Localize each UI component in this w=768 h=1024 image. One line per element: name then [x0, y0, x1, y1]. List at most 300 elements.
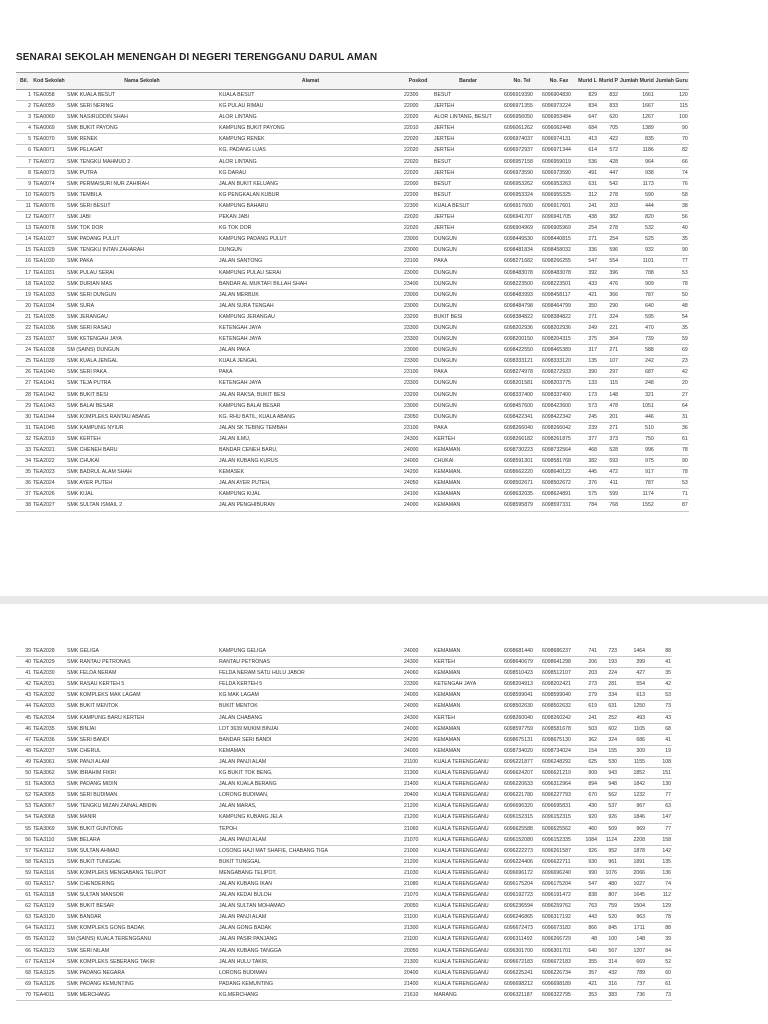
- column-header: No. Fax: [541, 73, 577, 90]
- table-cell: DUNGUN: [433, 300, 503, 311]
- table-cell: 18: [16, 278, 32, 289]
- table-cell: KG. RHU BATIL, KUALA ABANG: [218, 411, 403, 422]
- table-cell: 54: [16, 812, 32, 823]
- table-cell: 536: [577, 156, 598, 167]
- table-row: [16, 867, 672, 878]
- table-cell: KUALA TERENGGANU: [433, 923, 503, 934]
- table-cell: 70: [655, 134, 689, 145]
- table-cell: 66: [655, 156, 689, 167]
- table-cell: JALAN KUBANG IKAN: [218, 878, 403, 889]
- table-cell: 6098481834: [503, 245, 541, 256]
- table-cell: KAMPUNG PADANG PULUT: [218, 234, 403, 245]
- table-cell: 37: [16, 489, 32, 500]
- table-cell: TEA2037: [32, 745, 66, 756]
- table-cell: 40: [655, 223, 689, 234]
- table-cell: BESUT: [433, 90, 503, 101]
- table-cell: 938: [619, 167, 655, 178]
- table-cell: SMK KUALA BESUT: [66, 90, 218, 101]
- table-cell: 120: [655, 90, 689, 101]
- table-cell: TEA2029: [32, 657, 66, 668]
- table-cell: 39: [646, 934, 672, 945]
- table-cell: 44: [16, 701, 32, 712]
- table-cell: 6096957158: [503, 156, 541, 167]
- table-cell: 6096246865: [503, 912, 541, 923]
- table-cell: SMK TENGKU INTAN ZAHARAH: [66, 245, 218, 256]
- table-cell: KERTEH: [433, 657, 503, 668]
- table-cell: 532: [619, 223, 655, 234]
- table-cell: 112: [646, 890, 672, 901]
- table-cell: JALAN CHABANG: [218, 712, 403, 723]
- table-cell: TEA3068: [32, 812, 66, 823]
- table-cell: 6098333121: [503, 356, 541, 367]
- table-cell: 154: [577, 745, 598, 756]
- table-cell: FELDA KERTEH 5: [218, 679, 403, 690]
- table-cell: 48: [577, 934, 598, 945]
- table-cell: 750: [619, 433, 655, 444]
- table-cell: KG BUKIT TOK BENG,: [218, 768, 403, 779]
- table-cell: SMK SERI BESUT: [66, 200, 218, 211]
- table-cell: KUALA TERENGGANU: [433, 967, 503, 978]
- table-cell: TEA3061: [32, 756, 66, 767]
- table-cell: TEA3069: [32, 823, 66, 834]
- table-cell: SMK PULAU SERAI: [66, 267, 218, 278]
- table-row: [16, 845, 672, 856]
- table-row: [16, 223, 689, 234]
- table-cell: 2208: [618, 834, 646, 845]
- table-cell: 23300: [403, 356, 433, 367]
- table-cell: 30: [16, 411, 32, 422]
- table-row: [16, 378, 689, 389]
- table-cell: 6098502671: [503, 478, 541, 489]
- table-row: [16, 945, 672, 956]
- table-row: [16, 400, 689, 411]
- table-cell: 22020: [403, 212, 433, 223]
- table-cell: 619: [577, 701, 598, 712]
- table-cell: 6098266255: [541, 256, 577, 267]
- table-cell: 321: [619, 389, 655, 400]
- table-cell: SMK TOK DOR: [66, 223, 218, 234]
- table-cell: TEA1027: [32, 234, 66, 245]
- table-cell: 687: [619, 367, 655, 378]
- table-cell: JERTEH: [433, 212, 503, 223]
- table-cell: TEA3067: [32, 801, 66, 812]
- table-cell: 6098204315: [541, 334, 577, 345]
- table-cell: 375: [577, 334, 598, 345]
- table-cell: 763: [577, 901, 598, 912]
- table-cell: 24200: [403, 734, 433, 745]
- table-cell: 290: [598, 300, 619, 311]
- table-cell: PAKA: [433, 422, 503, 433]
- table-cell: SM (SAINS) KUALA TERENGGANU: [66, 934, 218, 945]
- table-cell: 1173: [619, 178, 655, 189]
- table-cell: 22300: [403, 200, 433, 211]
- table-cell: SMK PADANG MIDIN: [66, 779, 218, 790]
- table-row: [16, 901, 672, 912]
- table-cell: 23300: [403, 334, 433, 345]
- table-cell: TEPOH: [218, 823, 403, 834]
- table-cell: 1267: [619, 112, 655, 123]
- table-cell: 241: [577, 200, 598, 211]
- table-cell: TEA1031: [32, 267, 66, 278]
- table-cell: 59: [16, 867, 32, 878]
- table-cell: 6096061262: [503, 123, 541, 134]
- table-cell: KUALA TERENGGANU: [433, 856, 503, 867]
- table-cell: 6098512107: [541, 668, 577, 679]
- schools-table-page-1: [16, 72, 689, 512]
- table-cell: 640: [577, 945, 598, 956]
- table-cell: 55: [16, 823, 32, 834]
- table-cell: 357: [577, 967, 598, 978]
- table-cell: KUALA TERENGGANU: [433, 779, 503, 790]
- table-cell: 24050: [403, 478, 433, 489]
- table-cell: 27: [16, 378, 32, 389]
- table-cell: 6096622711: [541, 856, 577, 867]
- table-cell: 20: [655, 378, 689, 389]
- table-cell: 49: [16, 756, 32, 767]
- table-row: [16, 178, 689, 189]
- table-cell: TEA0075: [32, 189, 66, 200]
- table-cell: 51: [16, 779, 32, 790]
- table-cell: 6098223500: [503, 278, 541, 289]
- table-cell: SMK NASIRUDDIN SHAH: [66, 112, 218, 123]
- table-cell: 737: [618, 978, 646, 989]
- table-cell: 355: [577, 956, 598, 967]
- table-cell: TEA3115: [32, 856, 66, 867]
- table-cell: 6098266040: [503, 422, 541, 433]
- table-cell: 6096673182: [541, 923, 577, 934]
- table-row: [16, 422, 689, 433]
- table-cell: 24100: [403, 489, 433, 500]
- table-cell: TEA0078: [32, 223, 66, 234]
- table-cell: PAKA: [433, 256, 503, 267]
- table-cell: 1661: [619, 90, 655, 101]
- table-cell: KETENGAH JAYA: [433, 679, 503, 690]
- table-cell: TEA3125: [32, 967, 66, 978]
- table-cell: 838: [577, 890, 598, 901]
- table-cell: BANDAR AL MUKTAFI BILLAH SHAH: [218, 278, 403, 289]
- table-cell: 6098449530: [503, 234, 541, 245]
- table-cell: RANTAU PETRONAS: [218, 657, 403, 668]
- table-cell: 34: [16, 456, 32, 467]
- table-cell: 969: [618, 823, 646, 834]
- table-cell: TEA3110: [32, 834, 66, 845]
- table-cell: 705: [598, 123, 619, 134]
- table-row: [16, 245, 689, 256]
- table-cell: TEA2021: [32, 445, 66, 456]
- table-cell: 23400: [403, 278, 433, 289]
- table-cell: 593: [598, 456, 619, 467]
- table-row: [16, 145, 689, 156]
- table-cell: 135: [577, 356, 598, 367]
- table-cell: TEA2032: [32, 690, 66, 701]
- table-cell: 6096317192: [541, 912, 577, 923]
- table-cell: 108: [646, 756, 672, 767]
- table-cell: 595: [619, 311, 655, 322]
- table-cell: 6096672473: [503, 923, 541, 934]
- table-cell: 6098203775: [541, 378, 577, 389]
- column-header: Jumlah Murid: [619, 73, 655, 90]
- table-cell: 6098483078: [503, 267, 541, 278]
- table-cell: 41: [646, 657, 672, 668]
- table-cell: 433: [577, 278, 598, 289]
- table-cell: SMK TEMBILA: [66, 189, 218, 200]
- table-cell: TEA0072: [32, 156, 66, 167]
- table-cell: 833: [598, 101, 619, 112]
- table-cell: SMK PELAGAT: [66, 145, 218, 156]
- table-row: [16, 978, 672, 989]
- table-cell: 21070: [403, 834, 433, 845]
- table-cell: 24300: [403, 712, 433, 723]
- column-header: Kod Sekolah: [32, 73, 66, 90]
- table-cell: 21300: [403, 923, 433, 934]
- table-cell: 312: [577, 189, 598, 200]
- table-cell: 41: [16, 668, 32, 679]
- table-cell: SMK IBRAHIM FIKRI: [66, 768, 218, 779]
- table-cell: TEA3121: [32, 923, 66, 934]
- table-row: [16, 923, 672, 934]
- table-cell: 82: [655, 145, 689, 156]
- table-cell: 909: [619, 278, 655, 289]
- table-cell: 24300: [403, 433, 433, 444]
- table-cell: 6098734024: [541, 745, 577, 756]
- table-cell: 21400: [403, 779, 433, 790]
- table-cell: PAKA: [218, 367, 403, 378]
- table-cell: 6096905969: [541, 223, 577, 234]
- table-header-row: [16, 73, 689, 90]
- table-cell: 53: [16, 801, 32, 812]
- table-cell: 42: [646, 679, 672, 690]
- table-cell: 21200: [403, 801, 433, 812]
- table-row: [16, 411, 689, 422]
- table-cell: 316: [598, 978, 618, 989]
- table-cell: 21100: [403, 934, 433, 945]
- table-cell: 1711: [618, 923, 646, 934]
- table-cell: KERTEH: [433, 433, 503, 444]
- table-cell: 476: [598, 278, 619, 289]
- table-cell: 58: [655, 189, 689, 200]
- table-cell: SMK SULTAN MANSOR: [66, 890, 218, 901]
- table-cell: 6098260242: [541, 712, 577, 723]
- table-cell: TEA2022: [32, 456, 66, 467]
- table-cell: KAMPUNG BALAI BESAR: [218, 400, 403, 411]
- table-cell: TEA1043: [32, 400, 66, 411]
- table-cell: 478: [598, 400, 619, 411]
- table-cell: 562: [598, 790, 618, 801]
- table-row: [16, 200, 689, 211]
- table-cell: 6098686237: [541, 646, 577, 657]
- table-cell: 739: [619, 334, 655, 345]
- table-cell: TEA3126: [32, 978, 66, 989]
- table-cell: 684: [577, 123, 598, 134]
- table-cell: 399: [618, 657, 646, 668]
- table-row: [16, 701, 672, 712]
- table-cell: 470: [619, 322, 655, 333]
- table-cell: JALAN BUKIT KELUANG: [218, 178, 403, 189]
- table-cell: 894: [577, 779, 598, 790]
- table-cell: 20050: [403, 945, 433, 956]
- table-cell: JALAN KUBANG TANGGA: [218, 945, 403, 956]
- table-cell: 206: [577, 657, 598, 668]
- table-row: [16, 801, 672, 812]
- table-row: [16, 489, 689, 500]
- table-cell: SMK SERI NERING: [66, 101, 218, 112]
- table-cell: SMK SERI BANDI: [66, 734, 218, 745]
- table-cell: 46: [16, 723, 32, 734]
- table-cell: 60: [646, 967, 672, 978]
- table-cell: 23300: [403, 322, 433, 333]
- table-cell: JERTEH: [433, 123, 503, 134]
- table-cell: 909: [577, 768, 598, 779]
- table-cell: TEA2028: [32, 646, 66, 657]
- table-cell: SMK TENGKU MAHMUD 2: [66, 156, 218, 167]
- table-cell: DUNGUN: [433, 411, 503, 422]
- table-cell: TEA2033: [32, 701, 66, 712]
- table-cell: 6098675131: [503, 734, 541, 745]
- table-cell: 6098640122: [541, 467, 577, 478]
- column-header: Jumlah Guru: [655, 73, 689, 90]
- table-cell: 647: [577, 112, 598, 123]
- table-cell: 948: [598, 779, 618, 790]
- table-cell: 155: [598, 745, 618, 756]
- table-row: [16, 967, 672, 978]
- table-cell: 6098502672: [541, 478, 577, 489]
- table-cell: 24000: [403, 701, 433, 712]
- table-cell: 430: [577, 801, 598, 812]
- table-cell: 62: [16, 901, 32, 912]
- table-cell: SMK CHENDERING: [66, 878, 218, 889]
- table-cell: 254: [577, 223, 598, 234]
- table-cell: 528: [598, 445, 619, 456]
- table-cell: DUNGUN: [433, 400, 503, 411]
- table-cell: KAMPUNG BAHARU: [218, 200, 403, 211]
- table-cell: 40: [16, 657, 32, 668]
- table-cell: 29: [16, 400, 32, 411]
- table-cell: 845: [598, 923, 618, 934]
- table-cell: TEA3062: [32, 768, 66, 779]
- table-cell: 736: [618, 989, 646, 1000]
- table-cell: TEA1035: [32, 311, 66, 322]
- table-cell: 787: [619, 289, 655, 300]
- table-cell: KEMAMAN: [433, 478, 503, 489]
- table-cell: KG PULAU RIMAU: [218, 101, 403, 112]
- table-cell: 1155: [618, 756, 646, 767]
- table-cell: KUALA BESUT: [218, 90, 403, 101]
- table-cell: DUNGUN: [433, 356, 503, 367]
- table-cell: 1: [16, 90, 32, 101]
- table-cell: 88: [646, 646, 672, 657]
- table-cell: SMK SURA: [66, 300, 218, 311]
- table-row: [16, 745, 672, 756]
- table-row: [16, 812, 672, 823]
- table-cell: 271: [598, 422, 619, 433]
- table-cell: 24: [16, 345, 32, 356]
- table-cell: 438: [577, 212, 598, 223]
- table-cell: SMK KETENGAH JAYA: [66, 334, 218, 345]
- table-cell: KG TOK DOR: [218, 223, 403, 234]
- table-cell: 932: [619, 245, 655, 256]
- table-cell: 6096062448: [541, 123, 577, 134]
- table-row: [16, 345, 689, 356]
- table-cell: KUALA TERENGGANU: [433, 756, 503, 767]
- table-cell: 554: [618, 679, 646, 690]
- table-cell: 31: [655, 411, 689, 422]
- table-cell: 68: [16, 967, 32, 978]
- table-cell: 64: [16, 923, 32, 934]
- table-cell: JALAN PASIR PANJANG: [218, 934, 403, 945]
- table-cell: 520: [598, 912, 618, 923]
- table-row: [16, 734, 672, 745]
- table-cell: JERTEH: [433, 134, 503, 145]
- table-cell: 273: [577, 679, 598, 690]
- table-cell: FELDA NERAM SATU HULU JABOR: [218, 668, 403, 679]
- table-cell: KEMAMAN: [433, 500, 503, 511]
- table-cell: 278: [598, 223, 619, 234]
- table-row: [16, 856, 672, 867]
- table-cell: SMK BELARA: [66, 834, 218, 845]
- table-cell: KUALA TERENGGANU: [433, 845, 503, 856]
- table-cell: 1389: [619, 123, 655, 134]
- table-cell: 74: [655, 167, 689, 178]
- table-cell: TEA3112: [32, 845, 66, 856]
- table-cell: SMK PADANG PULUT: [66, 234, 218, 245]
- table-cell: 248: [619, 378, 655, 389]
- table-cell: 422: [598, 134, 619, 145]
- table-cell: KUALA TERENGGANU: [433, 823, 503, 834]
- table-cell: 6098384822: [541, 311, 577, 322]
- table-cell: 6096904830: [541, 90, 577, 101]
- table-cell: 142: [646, 845, 672, 856]
- table-cell: 6096301701: [541, 945, 577, 956]
- table-row: [16, 934, 672, 945]
- table-cell: SMK PERMAISURI NUR ZAHIRAH: [66, 178, 218, 189]
- table-cell: TEA0073: [32, 167, 66, 178]
- table-cell: TEA1038: [32, 345, 66, 356]
- table-cell: 6098458032: [541, 245, 577, 256]
- table-cell: 59: [655, 334, 689, 345]
- table-cell: SMK SULTAN ISMAIL 2: [66, 500, 218, 511]
- column-header: Poskod: [403, 73, 433, 90]
- table-cell: 241: [577, 712, 598, 723]
- table-cell: 21200: [403, 812, 433, 823]
- table-cell: 242: [619, 356, 655, 367]
- table-cell: 787: [619, 478, 655, 489]
- table-cell: 24300: [403, 657, 433, 668]
- table-cell: TEA1041: [32, 378, 66, 389]
- table-cell: LORONG BUDIMAN: [218, 967, 403, 978]
- table-cell: SMK FELDA NERAM: [66, 668, 218, 679]
- table-cell: 6096698189: [541, 978, 577, 989]
- table-cell: 71: [655, 489, 689, 500]
- table-cell: JALAN SULTAN MOHAMAD: [218, 901, 403, 912]
- table-cell: 23200: [403, 389, 433, 400]
- table-cell: 784: [577, 500, 598, 511]
- table-cell: 70: [16, 989, 32, 1000]
- table-cell: 8: [16, 167, 32, 178]
- table-cell: 6098510423: [503, 668, 541, 679]
- table-row: [16, 756, 672, 767]
- table-cell: 278: [598, 189, 619, 200]
- table-cell: 1552: [619, 500, 655, 511]
- table-cell: KUALA TERENGGANU: [433, 878, 503, 889]
- table-cell: 90: [655, 123, 689, 134]
- table-cell: 68: [646, 723, 672, 734]
- table-cell: SMK KIJAL: [66, 489, 218, 500]
- table-cell: KETENGAH JAYA: [218, 322, 403, 333]
- table-cell: 224: [598, 668, 618, 679]
- table-cell: 36: [655, 422, 689, 433]
- table-cell: SMK BUKIT BESAR: [66, 901, 218, 912]
- table-cell: SMK KOMPLEKS MENGABANG TELIPOT: [66, 867, 218, 878]
